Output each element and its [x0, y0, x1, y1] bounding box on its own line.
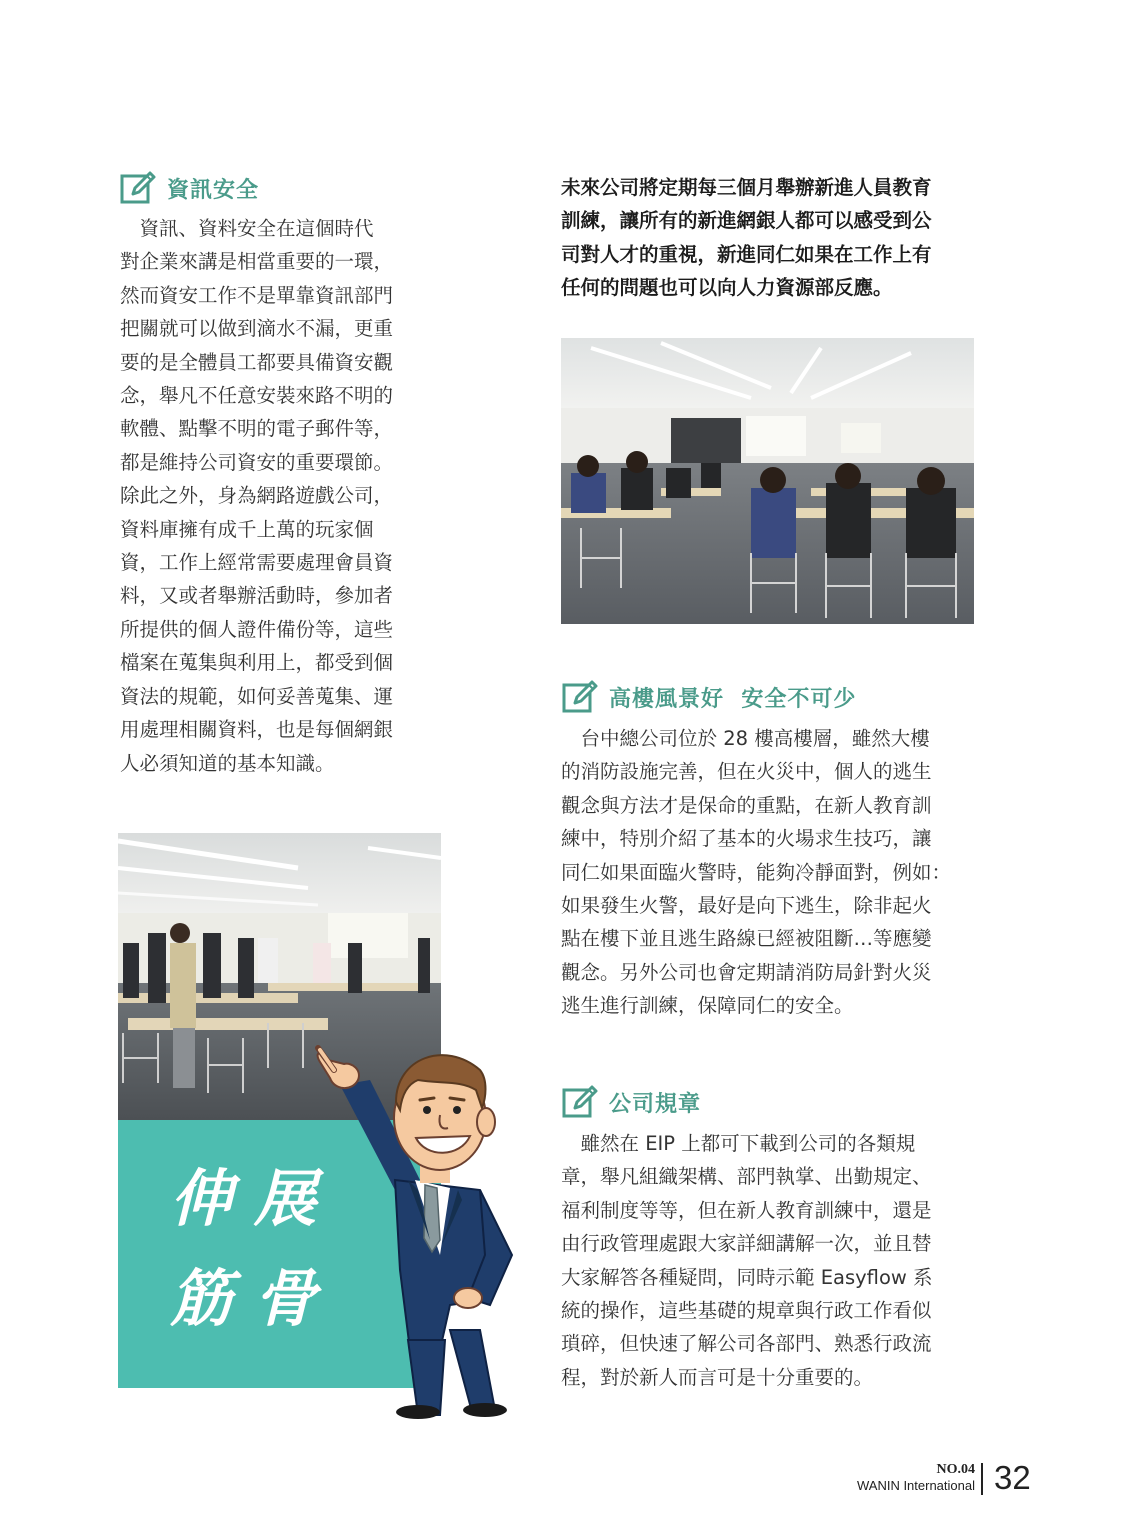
intro-bold-paragraph: 未來公司將定期每三個月舉辦新進人員教育 訓練，讓所有的新進網銀人都可以感受到公 司對人才的重視，新進同仁如果在工作上有 任何的問題也可以向人力資源部反應。: [561, 176, 932, 300]
footer-masthead: [820, 1462, 975, 1493]
section-heading-fire-safety: [561, 679, 856, 715]
cartoon-businessman-illustration: [300, 1040, 515, 1420]
stretch-caption-line2: 筋骨: [170, 1262, 339, 1335]
publication-name: WANIN International: [856, 1478, 975, 1493]
fire-safety-body: 台中總公司位於 28 樓高樓層，雖然大樓 的消防設施完善，但在火災中，個人的逃生 觀念與方法才是保命的重點，在新人教育訓 練中，特別介紹了基本的火場求生技巧，讓 同仁如果面臨火警時，能夠冷靜面對，例如： 如果發生火警，最好是向下逃生，除非起火 點在樓下並且逃生路線已經被阻斷…等應變 觀念。另外公司也會定期請消防局針對火災 逃生進行訓練，保障同仁的安全。: [561, 727, 952, 1018]
edit-note-icon: [561, 1084, 599, 1120]
section-heading-company-rules: [561, 1084, 701, 1120]
section-title: 高樓風景好 安全不可少: [609, 686, 857, 712]
company-rules-body: 雖然在 EIP 上都可下載到公司的各類規 章，舉凡組織架構、部門執掌、出勤規定、 福利制度等等，但在新人教育訓練中，還是 由行政管理處跟大家詳細講解一次，並且替 大家解答各種疑問，同時示範 Easyflow 系 統的操作，這些基礎的規章與行政工作看似 瑣碎，但快速了解公司各部門、熟悉行政流 程，對於新人而言可是十分重要的。: [561, 1132, 933, 1389]
stretch-caption-line1: 伸展: [170, 1162, 339, 1235]
section-heading-info-security: [119, 170, 259, 206]
page-number: 32: [994, 1459, 1031, 1496]
info-security-body: 資訊、資料安全在這個時代 對企業來講是相當重要的一環， 然而資安工作不是單靠資訊部門 把關就可以做到滴水不漏，更重 要的是全體員工都要具備資安觀 念，舉凡不任意安裝來路不明的 軟體、點擊不明的電子郵件等， 都是維持公司資安的重要環節。 除此之外，身為網路遊戲公司， 資料庫擁有成千上萬的玩家個 資，工作上經常需要處理會員資 料，又或者舉辦活動時，參加者 所提供的個人證件備份等，這些 檔案在蒐集與利用上，都受到個 資法的規範，如何妥善蒐集、運 用處理相關資料，也是每個網銀 人必須知道的基本知識。: [120, 217, 394, 775]
edit-note-icon: [561, 679, 599, 715]
edit-note-icon: [119, 170, 157, 206]
issue-number: NO.04: [936, 1462, 975, 1477]
section-title: 公司規章: [609, 1091, 702, 1117]
footer-divider: [981, 1463, 983, 1495]
classroom-training-photo: [561, 338, 974, 624]
section-title: 資訊安全: [167, 177, 260, 203]
